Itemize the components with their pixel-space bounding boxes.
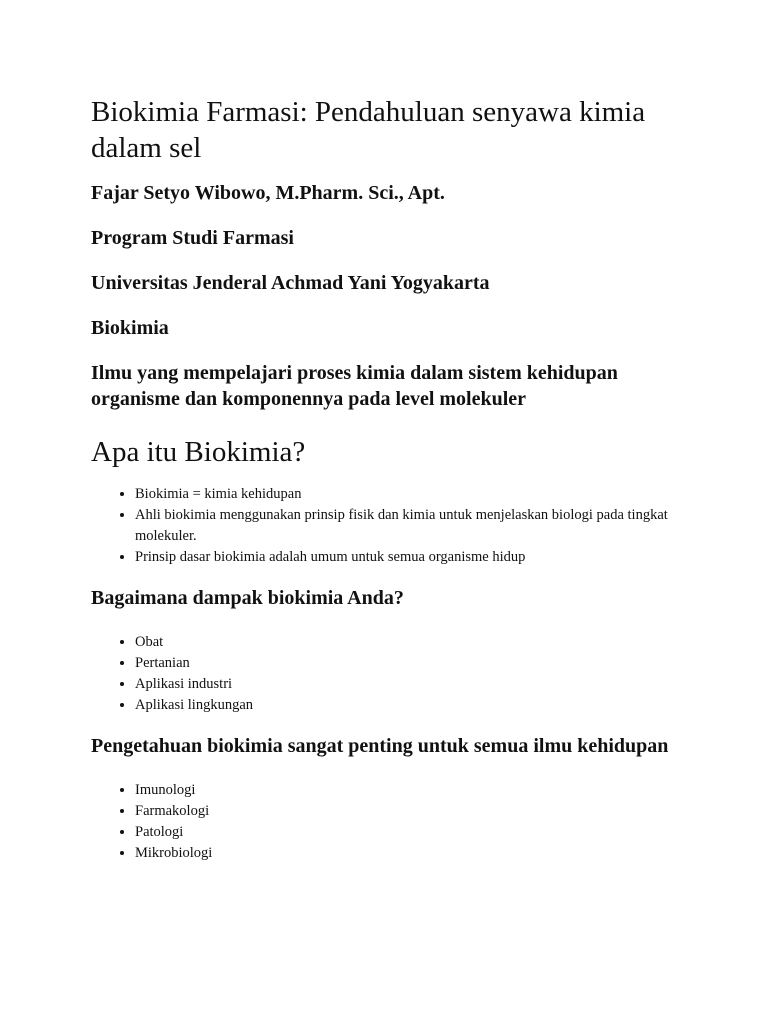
list-item: • Ahli biokimia menggunakan prinsip fisik dan kimia untuk menjelaskan biologi pada tingkat molekuler. bbox=[135, 505, 675, 547]
section-heading-importance: Pengetahuan biokimia sangat penting untuk semua ilmu kehidupan bbox=[91, 735, 669, 757]
list-impact bbox=[91, 632, 768, 716]
list-item: • Biokimia = kimia kehidupan bbox=[135, 484, 675, 505]
author-name: Fajar Setyo Wibowo, M.Pharm. Sci., Apt. bbox=[91, 182, 445, 204]
document-title: Biokimia Farmasi: Pendahuluan senyawa kimia dalam sel bbox=[91, 96, 646, 164]
list-item: • Imunologi bbox=[135, 780, 768, 801]
list-item: • Patologi bbox=[135, 822, 768, 843]
list-item: • Farmakologi bbox=[135, 801, 768, 822]
section-heading-impact: Bagaimana dampak biokimia Anda? bbox=[91, 587, 404, 609]
section-heading-what-is: Apa itu Biokimia? bbox=[91, 436, 306, 468]
list-item: • Prinsip dasar biokimia adalah umum untuk semua organisme hidup bbox=[135, 547, 675, 568]
list-item: • Aplikasi lingkungan bbox=[135, 695, 768, 716]
term-heading: Biokimia bbox=[91, 317, 169, 339]
list-item: • Obat bbox=[135, 632, 768, 653]
list-life-sciences bbox=[91, 780, 768, 864]
study-program: Program Studi Farmasi bbox=[91, 227, 294, 249]
definition-text: Ilmu yang mempelajari proses kimia dalam sistem kehidupan organisme dan komponennya pada level molekuler bbox=[91, 362, 618, 410]
list-item: • Pertanian bbox=[135, 653, 768, 674]
list-item: • Aplikasi industri bbox=[135, 674, 768, 695]
list-item: • Mikrobiologi bbox=[135, 843, 768, 864]
list-what-is bbox=[91, 484, 675, 568]
university-name: Universitas Jenderal Achmad Yani Yogyakarta bbox=[91, 272, 490, 294]
